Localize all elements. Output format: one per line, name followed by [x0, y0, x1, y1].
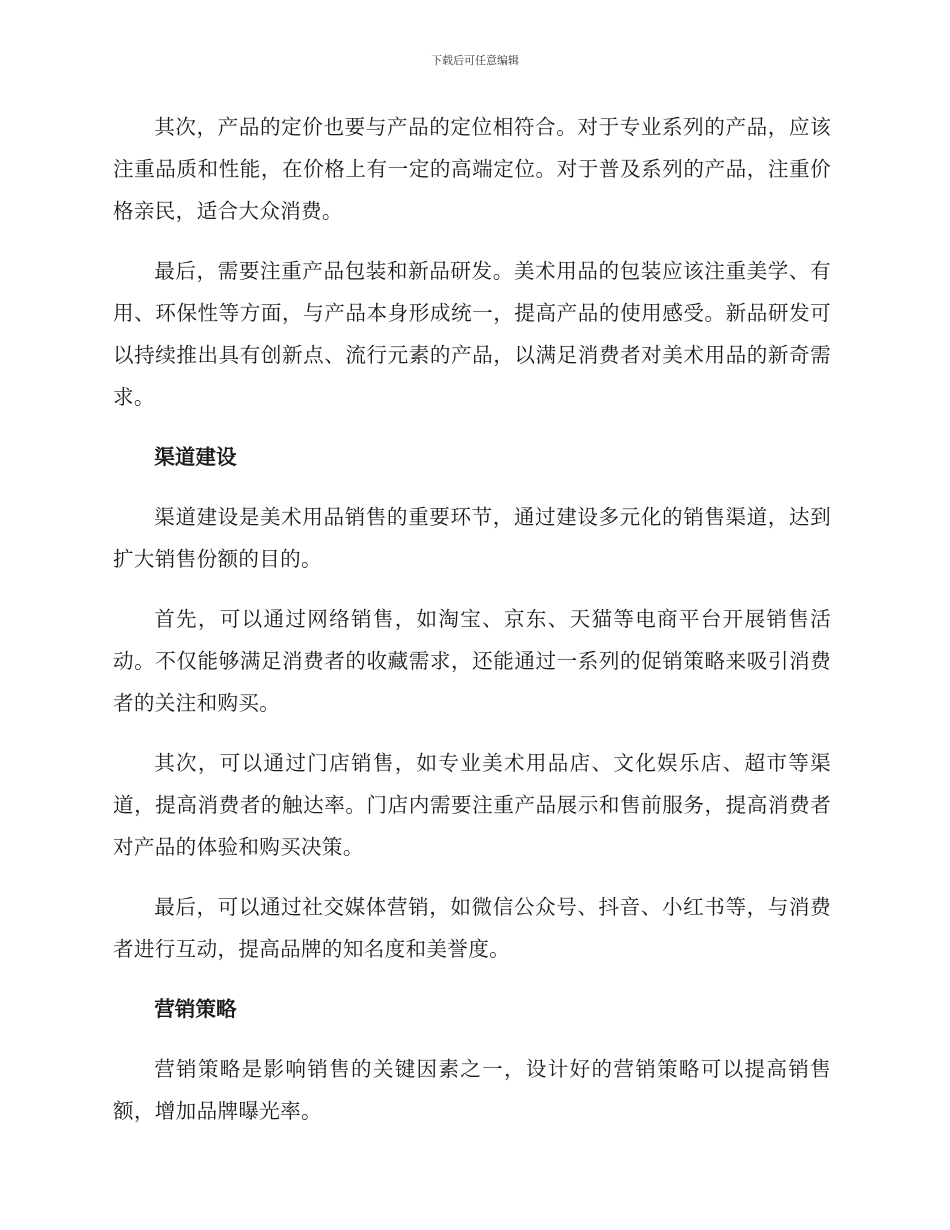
section-heading-channels: 渠道建设	[154, 445, 237, 469]
section-heading-marketing: 营销策略	[154, 997, 237, 1021]
page-header: 下载后可任意编辑	[431, 54, 519, 67]
paragraph-pricing: 其次，产品的定价也要与产品的定位相符合。对于专业系列的产品，应该注重品质和性能，在价格上有一定的高端定位。对于普及系列的产品，注重价格亲民，适合大众消费。	[113, 115, 831, 223]
paragraph-online-sales: 首先，可以通过网络销售，如淘宝、京东、天猫等电商平台开展销售活动。不仅能够满足消费者的收藏需求，还能通过一系列的促销策略来吸引消费者的关注和购买。	[113, 607, 831, 715]
paragraph-marketing-intro: 营销策略是影响销售的关键因素之一，设计好的营销策略可以提高销售额，增加品牌曝光率。	[113, 1057, 831, 1123]
document-body	[113, 106, 831, 1150]
paragraph-packaging: 最后，需要注重产品包装和新品研发。美术用品的包装应该注重美学、有用、环保性等方面，与产品本身形成统一，提高产品的使用感受。新品研发可以持续推出具有创新点、流行元素的产品，以满足消费者对美术用品的新奇需求。	[113, 259, 831, 409]
paragraph-store-sales: 其次，可以通过门店销售，如专业美术用品店、文化娱乐店、超市等渠道，提高消费者的触达率。门店内需要注重产品展示和售前服务，提高消费者对产品的体验和购买决策。	[113, 751, 831, 859]
paragraph-channels-intro: 渠道建设是美术用品销售的重要环节，通过建设多元化的销售渠道，达到扩大销售份额的目的。	[113, 505, 831, 571]
paragraph-social-media: 最后，可以通过社交媒体营销，如微信公众号、抖音、小红书等，与消费者进行互动，提高品牌的知名度和美誉度。	[113, 895, 831, 961]
